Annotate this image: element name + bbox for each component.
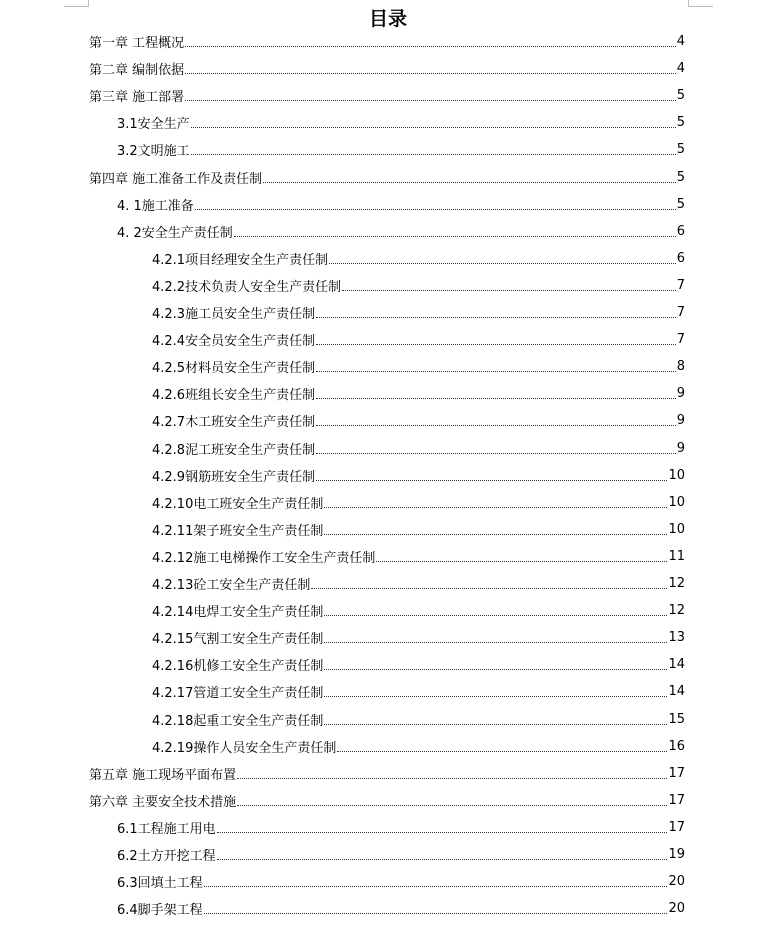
toc-entry[interactable] — [117, 814, 685, 841]
dot-leader — [337, 751, 667, 752]
toc-entry-page-number: 4 — [676, 61, 685, 77]
toc-entry-page-number: 5 — [676, 196, 685, 212]
toc-entry[interactable] — [117, 191, 685, 218]
dot-leader — [316, 480, 667, 481]
toc-entry-label: 6.4脚手架工程 — [117, 903, 203, 919]
toc-entry[interactable] — [152, 651, 685, 678]
toc-entry-page-number: 14 — [668, 657, 685, 673]
toc-entry[interactable] — [152, 570, 685, 597]
toc-entry-page-number: 12 — [668, 603, 685, 619]
toc-entry[interactable] — [152, 326, 685, 353]
toc-entry-label: 4.2.9钢筋班安全生产责任制 — [152, 469, 316, 485]
toc-entry[interactable] — [117, 218, 685, 245]
dot-leader — [217, 859, 668, 860]
toc-entry[interactable] — [152, 489, 685, 516]
toc-entry-page-number: 13 — [668, 630, 685, 646]
toc-entry[interactable] — [117, 841, 685, 868]
dot-leader — [324, 642, 667, 643]
page-title: 目录 — [368, 8, 407, 30]
toc-entry-label: 4.2.13砼工安全生产责任制 — [152, 578, 311, 593]
toc-entry-label: 4.2.11架子班安全生产责任制 — [152, 523, 324, 539]
toc-entry[interactable] — [89, 82, 685, 109]
toc-entry-label: 第六章 主要安全技术措施 — [89, 794, 237, 810]
toc-entry[interactable] — [89, 760, 685, 787]
toc-entry[interactable] — [117, 868, 685, 895]
dot-leader — [234, 236, 676, 237]
toc-entry-page-number: 5 — [676, 169, 685, 185]
toc-entry-label: 4.2.12施工电梯操作工安全生产责任制 — [152, 550, 376, 566]
toc-entry-label: 6.1工程施工用电 — [117, 821, 216, 837]
dot-leader — [263, 182, 676, 183]
toc-entry-page-number: 5 — [676, 88, 685, 104]
toc-entry-label: 3.1安全生产 — [117, 117, 190, 133]
toc-entry[interactable] — [117, 136, 685, 163]
toc-entry-page-number: 10 — [668, 494, 685, 510]
toc-entry[interactable] — [89, 787, 685, 814]
toc-entry-label: 3.2文明施工 — [117, 144, 190, 160]
toc-entry[interactable] — [152, 435, 685, 462]
toc-entry-page-number: 19 — [668, 847, 685, 862]
dot-leader — [316, 344, 676, 345]
toc-entry-page-number: 17 — [668, 792, 685, 808]
toc-entry[interactable] — [152, 597, 685, 624]
toc-entry[interactable] — [117, 895, 685, 922]
toc-entry[interactable] — [89, 55, 685, 82]
toc-entry[interactable] — [152, 380, 685, 407]
dot-leader — [342, 290, 676, 291]
toc-entry[interactable] — [152, 624, 685, 651]
dot-leader — [237, 778, 667, 779]
toc-entry-label: 4.2.7木工班安全生产责任制 — [152, 415, 316, 431]
toc-entry-page-number: 11 — [668, 548, 685, 564]
toc-entry-label: 4.2.15气割工安全生产责任制 — [152, 632, 324, 648]
toc-entry-page-number: 12 — [668, 576, 685, 591]
toc-entry-page-number: 10 — [668, 521, 685, 537]
toc-entry-page-number: 15 — [668, 711, 685, 727]
toc-entry-page-number: 10 — [668, 467, 685, 483]
toc-entry-label: 4.2.6班组长安全生产责任制 — [152, 388, 316, 404]
toc-entry-label: 4.2.18起重工安全生产责任制 — [152, 713, 324, 729]
dot-leader — [185, 100, 676, 101]
dot-leader — [185, 73, 676, 74]
toc-entry-page-number: 20 — [668, 874, 685, 890]
toc-entry-page-number: 14 — [668, 684, 685, 700]
toc-entry[interactable] — [152, 299, 685, 326]
toc-entry[interactable] — [117, 109, 685, 136]
toc-entry-label: 4.2.5材料员安全生产责任制 — [152, 361, 316, 377]
dot-leader — [217, 832, 668, 833]
toc-entry-page-number: 7 — [676, 305, 685, 320]
dot-leader — [324, 534, 667, 535]
toc-entry-page-number: 9 — [676, 386, 685, 402]
dot-leader — [191, 154, 676, 155]
dot-leader — [204, 913, 668, 914]
toc-entry-page-number: 17 — [668, 765, 685, 781]
toc-entry-page-number: 6 — [676, 223, 685, 239]
toc-entry-label: 4.2.4安全员安全生产责任制 — [152, 334, 316, 350]
toc-entry[interactable] — [152, 516, 685, 543]
toc-entry-label: 4.2.14电焊工安全生产责任制 — [152, 605, 324, 621]
toc-entry-page-number: 4 — [676, 34, 685, 49]
toc-entry-label: 4.2.1项目经理安全生产责任制 — [152, 252, 329, 268]
toc-entry-page-number: 5 — [676, 115, 685, 131]
dot-leader — [324, 724, 667, 725]
toc-entry[interactable] — [89, 164, 685, 191]
toc-entry-label: 4.2.19操作人员安全生产责任制 — [152, 740, 337, 756]
toc-entry-label: 4.2.8泥工班安全生产责任制 — [152, 442, 316, 458]
toc-entry[interactable] — [152, 353, 685, 380]
toc-entry-page-number: 5 — [676, 142, 685, 158]
dot-leader — [316, 398, 676, 399]
toc-entry-label: 第三章 施工部署 — [89, 90, 185, 106]
dot-leader — [237, 805, 667, 806]
toc-entry-page-number: 7 — [676, 332, 685, 348]
toc-entry-label: 4.2.2技术负责人安全生产责任制 — [152, 279, 342, 295]
dot-leader — [324, 615, 667, 616]
dot-leader — [195, 209, 676, 210]
dot-leader — [324, 507, 667, 508]
toc-entry-label: 4. 2安全生产责任制 — [117, 225, 233, 241]
dot-leader — [316, 371, 676, 372]
toc-entry-label: 4.2.3施工员安全生产责任制 — [152, 307, 316, 322]
toc-entry-label: 第四章 施工准备工作及责任制 — [89, 171, 263, 187]
toc-entry-page-number: 7 — [676, 277, 685, 293]
dot-leader — [329, 263, 676, 264]
dot-leader — [316, 425, 676, 426]
toc-entry[interactable] — [89, 28, 685, 55]
toc-entry-label: 6.3回填土工程 — [117, 876, 203, 892]
toc-entry-page-number: 16 — [668, 738, 685, 754]
toc-entry-label: 6.2土方开挖工程 — [117, 849, 216, 864]
toc-entry[interactable] — [152, 706, 685, 733]
toc-entry[interactable] — [152, 272, 685, 299]
dot-leader — [324, 696, 667, 697]
toc-entry-page-number: 9 — [676, 440, 685, 456]
toc-entry-page-number: 8 — [676, 359, 685, 375]
toc-entry-label: 4. 1施工准备 — [117, 198, 194, 214]
toc-entry-label: 第一章 工程概况 — [89, 36, 185, 51]
toc-entry[interactable] — [152, 245, 685, 272]
dot-leader — [316, 317, 676, 318]
toc-entry-label: 4.2.16机修工安全生产责任制 — [152, 659, 324, 675]
dot-leader — [311, 588, 667, 589]
dot-leader — [316, 453, 676, 454]
toc-entry[interactable] — [152, 407, 685, 434]
toc-entry[interactable] — [152, 543, 685, 570]
toc-entry-label: 第二章 编制依据 — [89, 63, 185, 79]
toc-entry[interactable] — [152, 462, 685, 489]
dot-leader — [376, 561, 667, 562]
toc-entry-label: 第五章 施工现场平面布置 — [89, 767, 237, 783]
dot-leader — [191, 127, 676, 128]
toc-entry-label: 4.2.10电工班安全生产责任制 — [152, 496, 324, 512]
toc-entry-label: 4.2.17管道工安全生产责任制 — [152, 686, 324, 702]
toc-entry[interactable] — [152, 733, 685, 760]
dot-leader — [185, 46, 676, 47]
dot-leader — [204, 886, 668, 887]
toc-entry[interactable] — [152, 678, 685, 705]
toc-entry-page-number: 17 — [668, 819, 685, 835]
toc-entry-page-number: 20 — [668, 901, 685, 917]
toc-entry-page-number: 9 — [676, 413, 685, 429]
toc-entry-page-number: 6 — [676, 250, 685, 266]
dot-leader — [324, 669, 667, 670]
